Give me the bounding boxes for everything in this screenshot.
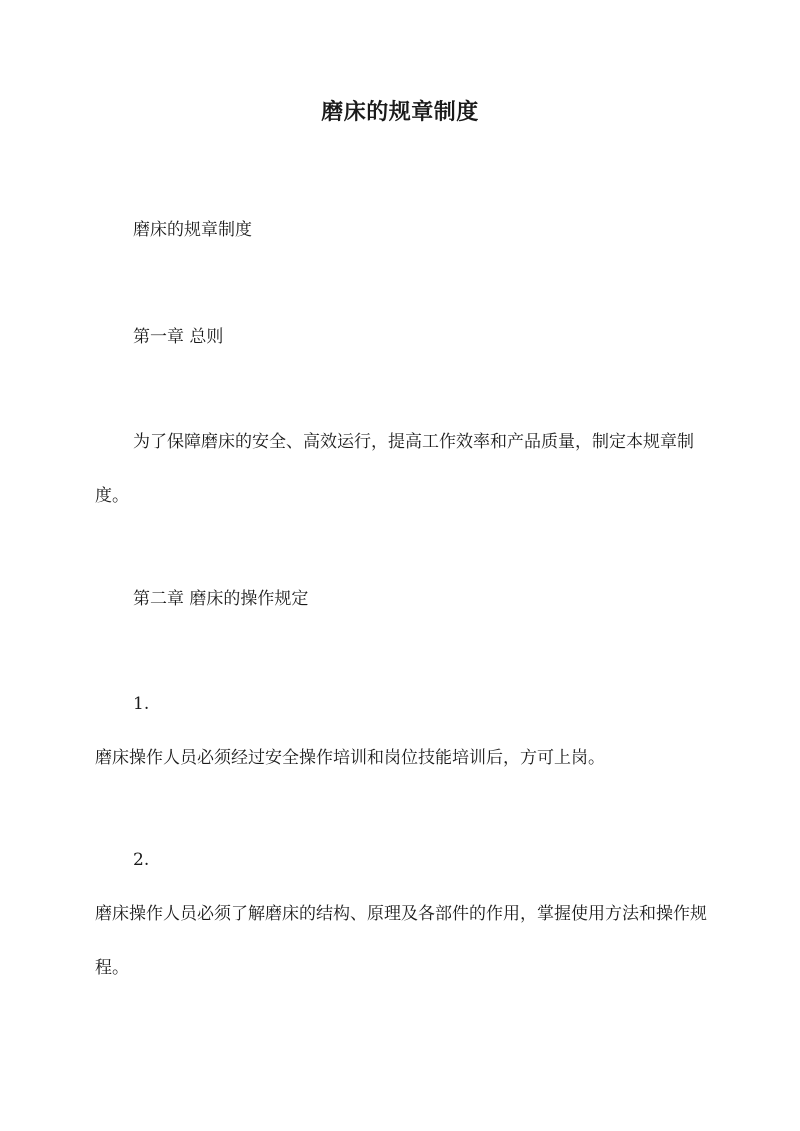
chapter-1-heading: 第一章 总则 bbox=[133, 327, 224, 347]
list-item-text: 磨床操作人员必须经过安全操作培训和岗位技能培训后，方可上岗。 bbox=[95, 748, 605, 768]
list-item-number: 2. bbox=[133, 850, 150, 870]
chapter-2-heading: 第二章 磨床的操作规定 bbox=[133, 589, 309, 609]
chapter-1-paragraph: 为了保障磨床的安全、高效运行，提高工作效率和产品质量，制定本规章制度。 bbox=[95, 432, 694, 506]
list-item bbox=[95, 833, 715, 995]
list-item-text: 磨床操作人员必须了解磨床的结构、原理及各部件的作用，掌握使用方法和操作规程。 bbox=[95, 904, 707, 978]
list-item-number: 1. bbox=[133, 694, 150, 714]
document-title: 磨床的规章制度 bbox=[321, 99, 479, 125]
list-item bbox=[95, 677, 715, 785]
document-subtitle: 磨床的规章制度 bbox=[133, 220, 252, 240]
